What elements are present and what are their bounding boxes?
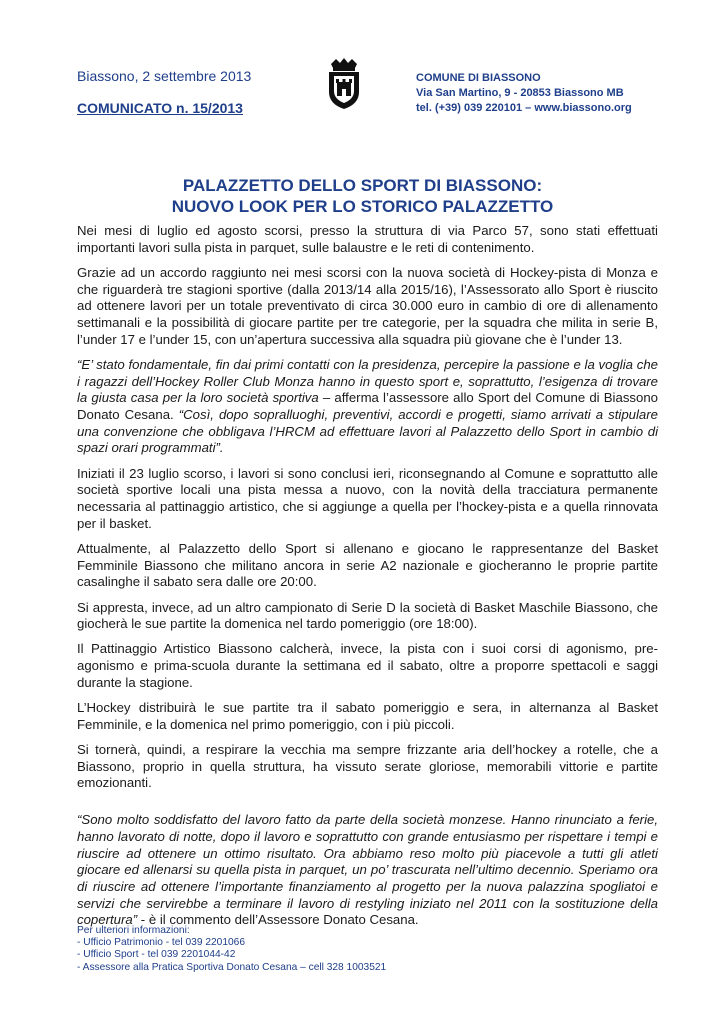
paragraph-pattinaggio: Il Pattinaggio Artistico Biassono calcherà, invece, la pista con i suoi corsi di agonismo, pre-agonismo e prima-scuola durante la settimana ed il sabato, oltre a proporre spettacoli e saggi durante la stagione.	[77, 641, 658, 690]
quote-part-2: “Così, dopo sopralluoghi, preventivi, accordi e progetti, siamo arrivati a stipulare una convenzione che obbligava l’HRCM ad effettuare lavori al Palazzetto dello Sport in cambio di spazi orari programmati”.	[77, 407, 658, 456]
quote-attribution: – afferma l’assessore allo Sport del Comune di Biassono Donato Cesana.	[77, 390, 659, 423]
paragraph-agreement: Grazie ad un accordo raggiunto nei mesi scorsi con la nuova società di Hockey-pista di Monza e che riguarderà tre stagioni sportive (dalla 2013/14 alla 2015/16), l’Assessorato allo Sport è riuscito ad ottenere lavori per un totale preventivato di circa 30.000 euro in cambio di ore di allenamento settimanali e la possibilità di giocare partite per tre categorie, per la squadra che milita in serie B, l’under 17 e l’under 15, con un’apertura successiva alla squadra più giovane che è l’under 13.	[77, 264, 658, 347]
paragraph-hockey: L’Hockey distribuirà le sue partite tra il sabato pomeriggio e sera, in alternanza al Basket Femminile, e la domenica nel primo pomeriggio, con i più piccoli.	[77, 700, 658, 732]
closing-attribution: - è il commento dell’Assessore Donato Cesana.	[137, 912, 419, 928]
article-body	[77, 223, 658, 938]
paragraph-completion: Iniziati il 23 luglio scorso, i lavori si sono conclusi ieri, riconsegnando al Comune e soprattutto alle società sportive locali una pista messa a nuovo, con la novità della tracciatura permanente necessaria al pattinaggio artistico, che si aggiunge a quella per l’hockey-pista e a quella rinnovata per il basket.	[77, 465, 658, 531]
footer-item: - Ufficio Patrimonio - tel 039 2201066	[77, 937, 245, 949]
press-release-number: COMUNICATO n. 15/2013	[77, 100, 243, 116]
press-release-date: Biassono, 2 settembre 2013	[77, 68, 252, 84]
paragraph-assessor-quote	[77, 357, 658, 457]
contact-footer	[77, 925, 386, 974]
organization-contact: tel. (+39) 039 220101 – www.biassono.org	[416, 102, 632, 114]
title-line-1: PALAZZETTO DELLO SPORT DI BIASSONO:	[182, 176, 543, 195]
paragraph-basket-maschile: Si appresta, invece, ad un altro campionato di Serie D la società di Basket Maschile Biassono, che giocherà le sue partite la domenica nel tardo pomeriggio (ore 18:00).	[77, 599, 658, 632]
footer-item: - Ufficio Sport - tel 039 2201044-42	[77, 949, 236, 961]
organization-name: COMUNE DI BIASSONO	[416, 72, 541, 84]
organization-address: Via San Martino, 9 - 20853 Biassono MB	[416, 87, 624, 99]
paragraph-atmosphere: Si tornerà, quindi, a respirare la vecchia ma sempre frizzante aria dell’hockey a rotelle, che a Biassono, proprio in quella struttura, ha vissuto serate gloriose, memorabili vittorie e partite emozionanti.	[77, 741, 658, 791]
footer-heading: Per ulteriori informazioni:	[77, 925, 190, 936]
municipal-crest-icon	[325, 58, 363, 110]
closing-quote: “Sono molto soddisfatto del lavoro fatto da parte della società monzese. Hanno rinunciato a ferie, hanno lavorato di notte, dopo il lavoro e soprattutto con grande entusiasmo per rispettare i tempi e riuscire ad ottenere un ottimo risultato. Ora abbiamo reso molto più piacevole a tutti gli atleti giocare ed allenarsi su quella pista in parquet, un po’ trascurata nell’ultimo decennio. Speriamo ora di riuscire ad ottenere l’importante finanziamento al progetto per la nuova palazzina spogliatoi e servizi che servirebbe a terminare il lavoro di restyling iniziato nel 2011 con la sostituzione della copertura”	[77, 812, 658, 928]
paragraph-works: Nei mesi di luglio ed agosto scorsi, presso la struttura di via Parco 57, sono stati effettuati importanti lavori sulla pista in parquet, sulle balaustre e le reti di contenimento.	[77, 223, 658, 255]
paragraph-basket-femminile: Attualmente, al Palazzetto dello Sport si allenano e giocano le rappresentanze del Basket Femminile Biassono che militano ancora in serie A2 nazionale e giocheranno le proprie partite casalinghe il sabato sera dalle ore 20:00.	[77, 540, 658, 590]
organization-block	[416, 71, 632, 116]
footer-item: - Assessore alla Pratica Sportiva Donato Cesana – cell 328 1003521	[77, 961, 387, 973]
quote-part-1: “E’ stato fondamentale, fin dai primi contatti con la presidenza, percepire la passione e la voglia che i ragazzi dell’Hockey Roller Club Monza hanno in questo sport e, soprattutto, l’esigenza di trovare la giusta casa per la loro società sportiva	[77, 356, 658, 406]
page-title	[0, 175, 725, 217]
title-line-2: NUOVO LOOK PER LO STORICO PALAZZETTO	[171, 197, 554, 216]
paragraph-closing-quote	[77, 812, 658, 929]
